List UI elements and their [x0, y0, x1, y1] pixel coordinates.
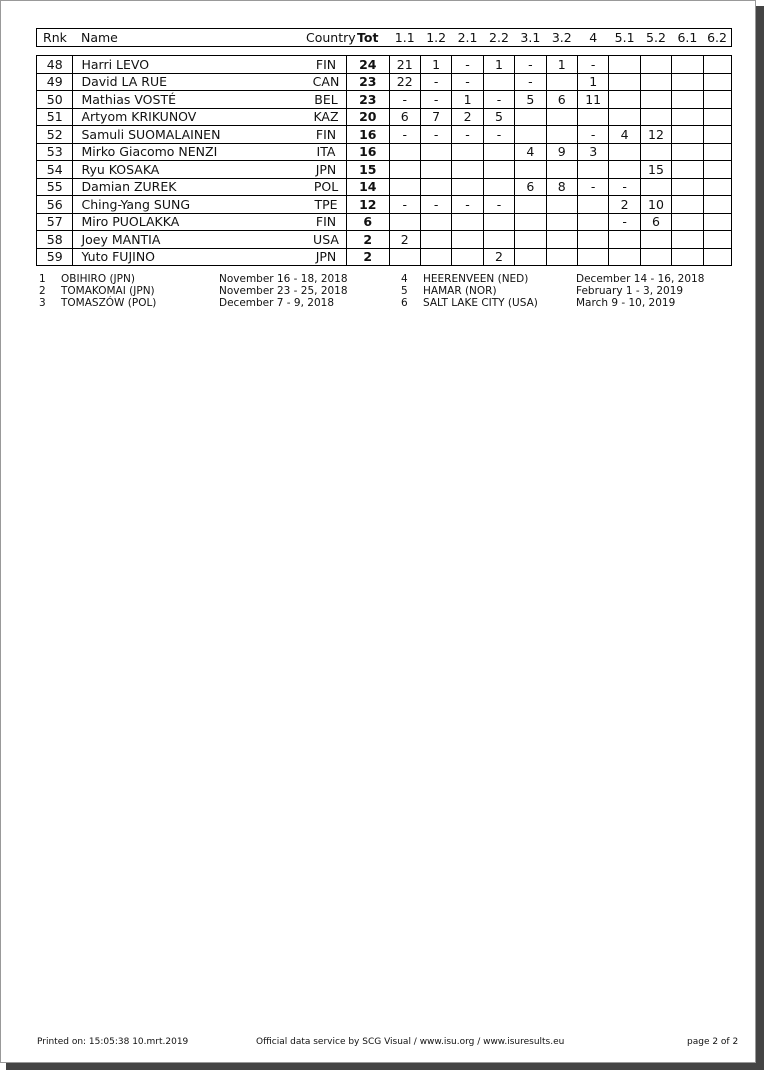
skater-name: Artyom KRIKUNOV: [73, 108, 306, 126]
total-points: 15: [347, 161, 390, 179]
race-points: [703, 91, 731, 109]
venue-place: HAMAR (NOR): [423, 285, 497, 297]
race-points: [515, 248, 546, 266]
country-cell: CAN: [306, 73, 347, 91]
skater-name: Yuto FUJINO: [73, 248, 306, 266]
race-points: [546, 248, 577, 266]
table-row: [37, 91, 732, 109]
race-points: [546, 73, 577, 91]
table-row: [37, 143, 732, 161]
race-points: [389, 213, 420, 231]
rank-cell: 52: [37, 126, 73, 144]
country-cell: USA: [306, 231, 347, 249]
race-points: [703, 178, 731, 196]
race-points: [452, 178, 483, 196]
data-service-credit: Official data service by SCG Visual / www.isu.org / www.isuresults.eu: [256, 1037, 565, 1047]
venue-dates: December 7 - 9, 2018: [219, 297, 335, 309]
venue-place: SALT LAKE CITY (USA): [423, 297, 538, 309]
rank-cell: 54: [37, 161, 73, 179]
skater-name: Ching-Yang SUNG: [73, 196, 306, 214]
skater-name: Miro PUOLAKKA: [73, 213, 306, 231]
race-points: -: [389, 196, 420, 214]
race-points: -: [483, 196, 514, 214]
table-row: [37, 248, 732, 266]
race-points: -: [420, 73, 451, 91]
total-points: 12: [347, 196, 390, 214]
header-name: Name: [73, 29, 306, 47]
race-points: [703, 161, 731, 179]
country-cell: BEL: [306, 91, 347, 109]
total-points: 14: [347, 178, 390, 196]
race-points: [609, 231, 640, 249]
race-points: -: [389, 91, 420, 109]
race-points: [703, 108, 731, 126]
race-points: [452, 143, 483, 161]
race-points: [452, 248, 483, 266]
race-points: [546, 161, 577, 179]
header-race: 6.2: [703, 29, 731, 47]
race-points: [577, 161, 608, 179]
venue-dates: December 14 - 16, 2018: [576, 273, 705, 285]
race-points: -: [420, 126, 451, 144]
race-points: -: [420, 196, 451, 214]
race-points: -: [483, 91, 514, 109]
race-points: [672, 73, 703, 91]
race-points: [452, 213, 483, 231]
race-points: [515, 231, 546, 249]
country-cell: POL: [306, 178, 347, 196]
rank-cell: 51: [37, 108, 73, 126]
race-points: -: [609, 178, 640, 196]
header-total: Tot: [347, 29, 390, 47]
race-points: [420, 161, 451, 179]
header-race: 1.1: [389, 29, 420, 47]
race-points: [546, 126, 577, 144]
total-points: 6: [347, 213, 390, 231]
header-race: 3.2: [546, 29, 577, 47]
race-points: 6: [546, 91, 577, 109]
race-points: [452, 161, 483, 179]
race-points: [577, 196, 608, 214]
venue-dates: March 9 - 10, 2019: [576, 297, 676, 309]
race-points: [640, 73, 671, 91]
race-points: [672, 196, 703, 214]
race-points: 2: [483, 248, 514, 266]
race-points: [420, 248, 451, 266]
race-points: [703, 73, 731, 91]
race-points: -: [609, 213, 640, 231]
race-points: 1: [577, 73, 608, 91]
header-race: 5.1: [609, 29, 640, 47]
race-points: -: [577, 56, 608, 74]
race-points: [577, 248, 608, 266]
venue-place: HEERENVEEN (NED): [423, 273, 529, 285]
country-cell: JPN: [306, 161, 347, 179]
page-number: page 2 of 2: [687, 1037, 739, 1047]
race-points: 6: [640, 213, 671, 231]
race-points: 8: [546, 178, 577, 196]
table-row: [37, 56, 732, 74]
skater-name: Ryu KOSAKA: [73, 161, 306, 179]
page-shadow: [756, 6, 764, 1070]
race-points: [609, 143, 640, 161]
race-points: -: [515, 73, 546, 91]
race-points: 1: [483, 56, 514, 74]
country-cell: JPN: [306, 248, 347, 266]
page-shadow: [6, 1063, 764, 1070]
race-points: 1: [452, 91, 483, 109]
skater-name: Harri LEVO: [73, 56, 306, 74]
race-points: 1: [420, 56, 451, 74]
table-row: [37, 108, 732, 126]
venue-number: 4: [401, 273, 408, 285]
race-points: [483, 143, 514, 161]
total-points: 23: [347, 73, 390, 91]
race-points: [640, 91, 671, 109]
venue-number: 5: [401, 285, 408, 297]
table-row: [37, 196, 732, 214]
printed-timestamp: Printed on: 15:05:38 10.mrt.2019: [37, 1037, 189, 1047]
race-points: [640, 178, 671, 196]
race-points: [483, 161, 514, 179]
race-points: [640, 248, 671, 266]
race-points: [609, 108, 640, 126]
race-points: [515, 213, 546, 231]
race-points: 15: [640, 161, 671, 179]
rank-cell: 58: [37, 231, 73, 249]
header-race: 2.2: [483, 29, 514, 47]
race-points: [703, 213, 731, 231]
total-points: 20: [347, 108, 390, 126]
race-points: 3: [577, 143, 608, 161]
venue-place: TOMASZÓW (POL): [61, 297, 157, 309]
race-points: [389, 248, 420, 266]
rank-cell: 49: [37, 73, 73, 91]
race-points: -: [420, 91, 451, 109]
race-points: [609, 248, 640, 266]
race-points: 22: [389, 73, 420, 91]
race-points: [672, 91, 703, 109]
race-points: 5: [515, 91, 546, 109]
race-points: [703, 56, 731, 74]
header-race: 6.1: [672, 29, 703, 47]
race-points: [420, 231, 451, 249]
table-row: [37, 178, 732, 196]
race-points: 6: [389, 108, 420, 126]
country-cell: FIN: [306, 126, 347, 144]
race-points: [703, 196, 731, 214]
country-cell: FIN: [306, 213, 347, 231]
header-race: 1.2: [420, 29, 451, 47]
results-header: [36, 28, 732, 47]
race-points: [389, 143, 420, 161]
race-points: -: [515, 56, 546, 74]
rank-cell: 53: [37, 143, 73, 161]
race-points: [672, 178, 703, 196]
race-points: [672, 143, 703, 161]
country-cell: KAZ: [306, 108, 347, 126]
race-points: 6: [515, 178, 546, 196]
header-race: 4: [577, 29, 608, 47]
total-points: 2: [347, 248, 390, 266]
skater-name: Mirko Giacomo NENZI: [73, 143, 306, 161]
total-points: 16: [347, 143, 390, 161]
header-rank: Rnk: [37, 29, 73, 47]
results-table: [36, 55, 732, 266]
skater-name: Damian ZUREK: [73, 178, 306, 196]
race-points: [703, 143, 731, 161]
total-points: 24: [347, 56, 390, 74]
race-points: [672, 248, 703, 266]
race-points: -: [389, 126, 420, 144]
race-points: 11: [577, 91, 608, 109]
race-points: 4: [515, 143, 546, 161]
race-points: [515, 108, 546, 126]
race-points: [672, 126, 703, 144]
race-points: [515, 161, 546, 179]
race-points: [515, 196, 546, 214]
race-points: [640, 143, 671, 161]
rank-cell: 56: [37, 196, 73, 214]
race-points: 2: [609, 196, 640, 214]
country-cell: ITA: [306, 143, 347, 161]
country-cell: TPE: [306, 196, 347, 214]
venue-place: TOMAKOMAI (JPN): [61, 285, 155, 297]
venue-number: 3: [39, 297, 46, 309]
race-points: -: [577, 178, 608, 196]
skater-name: Samuli SUOMALAINEN: [73, 126, 306, 144]
race-points: -: [483, 126, 514, 144]
race-points: 10: [640, 196, 671, 214]
table-row: [37, 161, 732, 179]
race-points: [703, 231, 731, 249]
rank-cell: 59: [37, 248, 73, 266]
race-points: [389, 161, 420, 179]
race-points: [577, 213, 608, 231]
race-points: 9: [546, 143, 577, 161]
skater-name: David LA RUE: [73, 73, 306, 91]
race-points: -: [452, 196, 483, 214]
header-race: 3.1: [515, 29, 546, 47]
race-points: [546, 213, 577, 231]
venue-number: 1: [39, 273, 46, 285]
race-points: -: [577, 126, 608, 144]
race-points: [672, 56, 703, 74]
race-points: 5: [483, 108, 514, 126]
venue-dates: November 23 - 25, 2018: [219, 285, 348, 297]
race-points: [672, 108, 703, 126]
table-row: [37, 213, 732, 231]
race-points: 1: [546, 56, 577, 74]
race-points: [483, 178, 514, 196]
venue-dates: February 1 - 3, 2019: [576, 285, 684, 297]
rank-cell: 57: [37, 213, 73, 231]
race-points: [703, 248, 731, 266]
header-race: 5.2: [640, 29, 671, 47]
table-row: [37, 126, 732, 144]
race-points: [672, 161, 703, 179]
venue-dates: November 16 - 18, 2018: [219, 273, 348, 285]
race-points: [609, 73, 640, 91]
race-points: [640, 56, 671, 74]
race-points: [420, 178, 451, 196]
race-points: -: [452, 126, 483, 144]
race-points: [640, 108, 671, 126]
race-points: [672, 231, 703, 249]
total-points: 16: [347, 126, 390, 144]
race-points: [483, 213, 514, 231]
race-points: 2: [452, 108, 483, 126]
race-points: 4: [609, 126, 640, 144]
race-points: -: [452, 73, 483, 91]
skater-name: Joey MANTIA: [73, 231, 306, 249]
race-points: 7: [420, 108, 451, 126]
race-points: [546, 231, 577, 249]
race-points: 2: [389, 231, 420, 249]
race-points: [420, 213, 451, 231]
race-points: [609, 91, 640, 109]
race-points: [389, 178, 420, 196]
venue-number: 2: [39, 285, 46, 297]
total-points: 2: [347, 231, 390, 249]
rank-cell: 50: [37, 91, 73, 109]
race-points: 21: [389, 56, 420, 74]
header-race: 2.1: [452, 29, 483, 47]
race-points: [515, 126, 546, 144]
race-points: [483, 231, 514, 249]
race-points: [483, 73, 514, 91]
race-points: [609, 161, 640, 179]
race-points: [452, 231, 483, 249]
table-row: [37, 73, 732, 91]
race-points: [546, 108, 577, 126]
venue-number: 6: [401, 297, 408, 309]
header-country: Country: [305, 30, 356, 45]
race-points: [420, 143, 451, 161]
race-points: -: [452, 56, 483, 74]
race-points: [577, 108, 608, 126]
total-points: 23: [347, 91, 390, 109]
race-points: [609, 56, 640, 74]
race-points: [577, 231, 608, 249]
venue-place: OBIHIRO (JPN): [61, 273, 135, 285]
table-row: [37, 231, 732, 249]
race-points: [672, 213, 703, 231]
country-cell: FIN: [306, 56, 347, 74]
race-points: [703, 126, 731, 144]
rank-cell: 55: [37, 178, 73, 196]
race-points: [546, 196, 577, 214]
skater-name: Mathias VOSTÉ: [73, 91, 306, 109]
race-points: 12: [640, 126, 671, 144]
race-points: [640, 231, 671, 249]
rank-cell: 48: [37, 56, 73, 74]
